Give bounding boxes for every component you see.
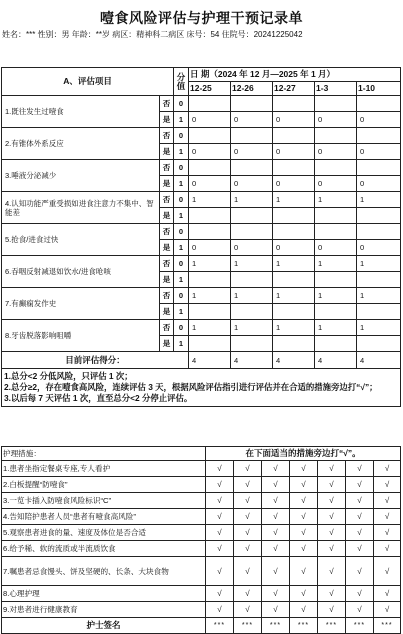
- total-score-label: 目前评估得分：: [2, 352, 189, 369]
- check-mark: √: [262, 586, 290, 602]
- score-cell: 0: [315, 112, 357, 128]
- check-mark: √: [318, 541, 346, 557]
- measure-label: 2.白板提醒“防噎食”: [2, 477, 206, 493]
- check-mark: √: [346, 602, 374, 618]
- score-cell: [357, 336, 401, 352]
- answer-score: 0: [174, 320, 189, 336]
- nurse-signature: ***: [234, 618, 262, 634]
- score-cell: [357, 208, 401, 224]
- score-cell: 0: [189, 144, 231, 160]
- answer-score: 1: [174, 112, 189, 128]
- score-cell: 1: [357, 320, 401, 336]
- score-cell: [231, 160, 273, 176]
- score-cell: 0: [189, 240, 231, 256]
- check-mark: √: [346, 461, 374, 477]
- answer-score: 0: [174, 288, 189, 304]
- nurse-signature: ***: [374, 618, 401, 634]
- score-cell: [231, 208, 273, 224]
- score-cell: 1: [189, 256, 231, 272]
- check-mark: √: [290, 509, 318, 525]
- measure-label: 5.观察患者进食的量、速度及体位是否合适: [2, 525, 206, 541]
- score-cell: 1: [189, 288, 231, 304]
- check-mark: √: [206, 525, 234, 541]
- check-mark: √: [346, 525, 374, 541]
- assessment-item-label: 5.抢食/进食过快: [2, 224, 160, 256]
- answer-yes-label: 是: [160, 304, 174, 320]
- score-cell: [231, 128, 273, 144]
- answer-no-label: 否: [160, 320, 174, 336]
- score-cell: [189, 304, 231, 320]
- check-mark: √: [374, 493, 401, 509]
- score-cell: 0: [273, 144, 315, 160]
- answer-score: 1: [174, 176, 189, 192]
- check-mark: √: [318, 602, 346, 618]
- check-mark: √: [374, 586, 401, 602]
- score-cell: 1: [315, 288, 357, 304]
- answer-score: 0: [174, 128, 189, 144]
- score-cell: [273, 160, 315, 176]
- check-mark: √: [290, 586, 318, 602]
- score-cell: 1: [231, 256, 273, 272]
- score-cell: 0: [273, 240, 315, 256]
- nurse-signature-label: 护士签名: [2, 618, 206, 634]
- check-mark: √: [262, 493, 290, 509]
- score-cell: [231, 304, 273, 320]
- check-mark: √: [234, 525, 262, 541]
- check-mark: √: [374, 541, 401, 557]
- score-cell: 1: [273, 288, 315, 304]
- check-mark: √: [346, 493, 374, 509]
- answer-no-label: 否: [160, 96, 174, 112]
- score-cell: 0: [273, 112, 315, 128]
- check-mark: √: [234, 557, 262, 586]
- scoring-rules: [2, 369, 401, 407]
- check-mark: √: [290, 557, 318, 586]
- measures-table: [1, 446, 401, 634]
- check-mark: √: [290, 477, 318, 493]
- check-mark: √: [206, 541, 234, 557]
- check-mark: √: [206, 586, 234, 602]
- measure-label: 8.心理护理: [2, 586, 206, 602]
- answer-score: 0: [174, 160, 189, 176]
- answer-score: 1: [174, 272, 189, 288]
- total-score-cell: 4: [189, 352, 231, 369]
- check-mark: √: [318, 461, 346, 477]
- score-cell: 1: [273, 320, 315, 336]
- score-cell: [315, 160, 357, 176]
- score-cell: [189, 160, 231, 176]
- nurse-signature: ***: [206, 618, 234, 634]
- score-cell: [315, 336, 357, 352]
- date-column-header: 12-27: [273, 82, 315, 96]
- score-cell: 1: [231, 320, 273, 336]
- measure-label: 1.患者坐指定餐桌专座,专人看护: [2, 461, 206, 477]
- answer-score: 0: [174, 224, 189, 240]
- assessment-item-label: 4.认知功能严重受损如进食注意力不集中、智能差: [2, 192, 160, 224]
- score-cell: [189, 224, 231, 240]
- score-cell: [189, 128, 231, 144]
- score-cell: [273, 224, 315, 240]
- score-cell: [315, 272, 357, 288]
- patient-info: 姓名：*** 性别：男 年龄：**岁 病区：精神科二病区 床号：54 住院号：20241225042: [2, 30, 303, 39]
- score-cell: [189, 272, 231, 288]
- check-mark: √: [374, 557, 401, 586]
- answer-yes-label: 是: [160, 272, 174, 288]
- score-cell: 1: [189, 320, 231, 336]
- header-assessment-item: A、评估项目: [2, 68, 174, 96]
- score-cell: 1: [315, 320, 357, 336]
- score-cell: [357, 96, 401, 112]
- score-cell: [273, 208, 315, 224]
- answer-score: 0: [174, 256, 189, 272]
- answer-score: 1: [174, 240, 189, 256]
- score-cell: 0: [231, 112, 273, 128]
- check-mark: √: [346, 541, 374, 557]
- score-cell: [357, 272, 401, 288]
- score-cell: [189, 208, 231, 224]
- answer-no-label: 否: [160, 224, 174, 240]
- assessment-table: [1, 67, 401, 407]
- score-cell: [315, 208, 357, 224]
- measures-instruction: 在下面适当的措施旁边打“√”。: [206, 447, 401, 461]
- measure-label: 3.一览卡插入防噎食风险标识“C”: [2, 493, 206, 509]
- score-cell: 0: [189, 176, 231, 192]
- check-mark: √: [346, 477, 374, 493]
- score-cell: [273, 304, 315, 320]
- assessment-item-label: 7.有癫痫发作史: [2, 288, 160, 320]
- check-mark: √: [206, 509, 234, 525]
- check-mark: √: [290, 541, 318, 557]
- answer-score: 1: [174, 208, 189, 224]
- check-mark: √: [374, 509, 401, 525]
- measure-label: 4.告知陪护患者人员“患者有噎食高风险”: [2, 509, 206, 525]
- check-mark: √: [206, 602, 234, 618]
- score-cell: 0: [189, 112, 231, 128]
- check-mark: √: [206, 557, 234, 586]
- answer-yes-label: 是: [160, 336, 174, 352]
- check-mark: √: [262, 461, 290, 477]
- score-cell: [357, 304, 401, 320]
- date-column-header: 12-25: [189, 82, 231, 96]
- check-mark: √: [374, 477, 401, 493]
- check-mark: √: [374, 602, 401, 618]
- score-cell: [189, 96, 231, 112]
- answer-yes-label: 是: [160, 176, 174, 192]
- check-mark: √: [234, 602, 262, 618]
- score-cell: [315, 224, 357, 240]
- answer-no-label: 否: [160, 288, 174, 304]
- score-cell: 1: [231, 288, 273, 304]
- check-mark: √: [234, 493, 262, 509]
- check-mark: √: [346, 586, 374, 602]
- score-cell: 0: [357, 112, 401, 128]
- answer-score: 1: [174, 304, 189, 320]
- header-score: 分值: [174, 68, 189, 96]
- check-mark: √: [346, 557, 374, 586]
- nurse-signature: ***: [262, 618, 290, 634]
- answer-no-label: 否: [160, 192, 174, 208]
- answer-yes-label: 是: [160, 240, 174, 256]
- score-cell: 0: [357, 144, 401, 160]
- check-mark: √: [262, 541, 290, 557]
- score-cell: 0: [231, 144, 273, 160]
- score-cell: [231, 272, 273, 288]
- score-cell: 0: [315, 144, 357, 160]
- total-score-cell: 4: [357, 352, 401, 369]
- answer-score: 0: [174, 96, 189, 112]
- check-mark: √: [374, 461, 401, 477]
- check-mark: √: [262, 509, 290, 525]
- answer-score: 1: [174, 336, 189, 352]
- check-mark: √: [290, 493, 318, 509]
- score-cell: 0: [231, 176, 273, 192]
- total-score-cell: 4: [273, 352, 315, 369]
- score-cell: 1: [315, 256, 357, 272]
- score-cell: 0: [357, 240, 401, 256]
- scoring-rule: 3.以后每 7 天评估 1 次，直至总分<2 分停止评估。: [4, 393, 193, 403]
- check-mark: √: [206, 493, 234, 509]
- nurse-signature: ***: [346, 618, 374, 634]
- answer-no-label: 否: [160, 256, 174, 272]
- check-mark: √: [262, 477, 290, 493]
- check-mark: √: [234, 509, 262, 525]
- score-cell: [357, 224, 401, 240]
- scoring-rule: 2.总分≥2，存在噎食高风险，连续评估 3 天，根据风险评估指引进行评估并在合适的措施旁边打“√”；: [4, 382, 378, 392]
- score-cell: [315, 96, 357, 112]
- score-cell: 1: [357, 256, 401, 272]
- check-mark: √: [290, 525, 318, 541]
- answer-yes-label: 是: [160, 112, 174, 128]
- check-mark: √: [318, 586, 346, 602]
- assessment-item-label: 2.有锥体外系反应: [2, 128, 160, 160]
- date-column-header: 1-10: [357, 82, 401, 96]
- answer-score: 0: [174, 192, 189, 208]
- assessment-item-label: 3.唾液分泌减少: [2, 160, 160, 192]
- check-mark: √: [318, 525, 346, 541]
- check-mark: √: [290, 461, 318, 477]
- check-mark: √: [262, 557, 290, 586]
- assessment-item-label: 1.既往发生过噎食: [2, 96, 160, 128]
- check-mark: √: [206, 477, 234, 493]
- measure-label: 6.给予稀、软的流质或半流质饮食: [2, 541, 206, 557]
- check-mark: √: [346, 509, 374, 525]
- measure-label: 9.对患者进行健康教育: [2, 602, 206, 618]
- answer-score: 1: [174, 144, 189, 160]
- measure-label: 7.嘱患者忌食馒头、饼及坚硬的、长条、大块食物: [2, 557, 206, 586]
- date-column-header: 1-3: [315, 82, 357, 96]
- score-cell: 0: [273, 176, 315, 192]
- check-mark: √: [318, 477, 346, 493]
- assessment-item-label: 6.吞咽反射减退如饮水/进食呛咳: [2, 256, 160, 288]
- score-cell: [357, 160, 401, 176]
- answer-yes-label: 是: [160, 144, 174, 160]
- score-cell: [231, 224, 273, 240]
- check-mark: √: [374, 525, 401, 541]
- score-cell: 0: [315, 176, 357, 192]
- answer-no-label: 否: [160, 160, 174, 176]
- nurse-signature: ***: [290, 618, 318, 634]
- total-score-cell: 4: [315, 352, 357, 369]
- score-cell: [315, 304, 357, 320]
- score-cell: [231, 96, 273, 112]
- answer-yes-label: 是: [160, 208, 174, 224]
- check-mark: √: [206, 461, 234, 477]
- check-mark: √: [234, 586, 262, 602]
- score-cell: 1: [231, 192, 273, 208]
- score-cell: [273, 272, 315, 288]
- check-mark: √: [318, 493, 346, 509]
- score-cell: [315, 128, 357, 144]
- score-cell: 0: [357, 176, 401, 192]
- check-mark: √: [234, 461, 262, 477]
- answer-no-label: 否: [160, 128, 174, 144]
- total-score-cell: 4: [231, 352, 273, 369]
- score-cell: [189, 336, 231, 352]
- score-cell: 1: [357, 192, 401, 208]
- check-mark: √: [318, 557, 346, 586]
- score-cell: [231, 336, 273, 352]
- check-mark: √: [318, 509, 346, 525]
- score-cell: 1: [273, 256, 315, 272]
- check-mark: √: [262, 525, 290, 541]
- measures-header-label: 护理措施：: [2, 447, 206, 461]
- score-cell: 1: [273, 192, 315, 208]
- score-cell: [357, 128, 401, 144]
- score-cell: 0: [231, 240, 273, 256]
- page-title: 噎食风险评估与护理干预记录单: [100, 11, 303, 27]
- check-mark: √: [290, 602, 318, 618]
- score-cell: [273, 336, 315, 352]
- score-cell: 0: [315, 240, 357, 256]
- score-cell: 1: [315, 192, 357, 208]
- scoring-rule: 1.总分<2 分低风险，只评估 1 次；: [4, 371, 133, 381]
- header-date-range: 日 期（2024 年 12 月—2025 年 1 月）: [189, 68, 401, 82]
- date-column-header: 12-26: [231, 82, 273, 96]
- score-cell: 1: [189, 192, 231, 208]
- score-cell: [273, 96, 315, 112]
- score-cell: [273, 128, 315, 144]
- check-mark: √: [234, 541, 262, 557]
- check-mark: √: [234, 477, 262, 493]
- score-cell: 1: [357, 288, 401, 304]
- nurse-signature: ***: [318, 618, 346, 634]
- check-mark: √: [262, 602, 290, 618]
- assessment-item-label: 8.牙齿脱落影响咀嚼: [2, 320, 160, 352]
